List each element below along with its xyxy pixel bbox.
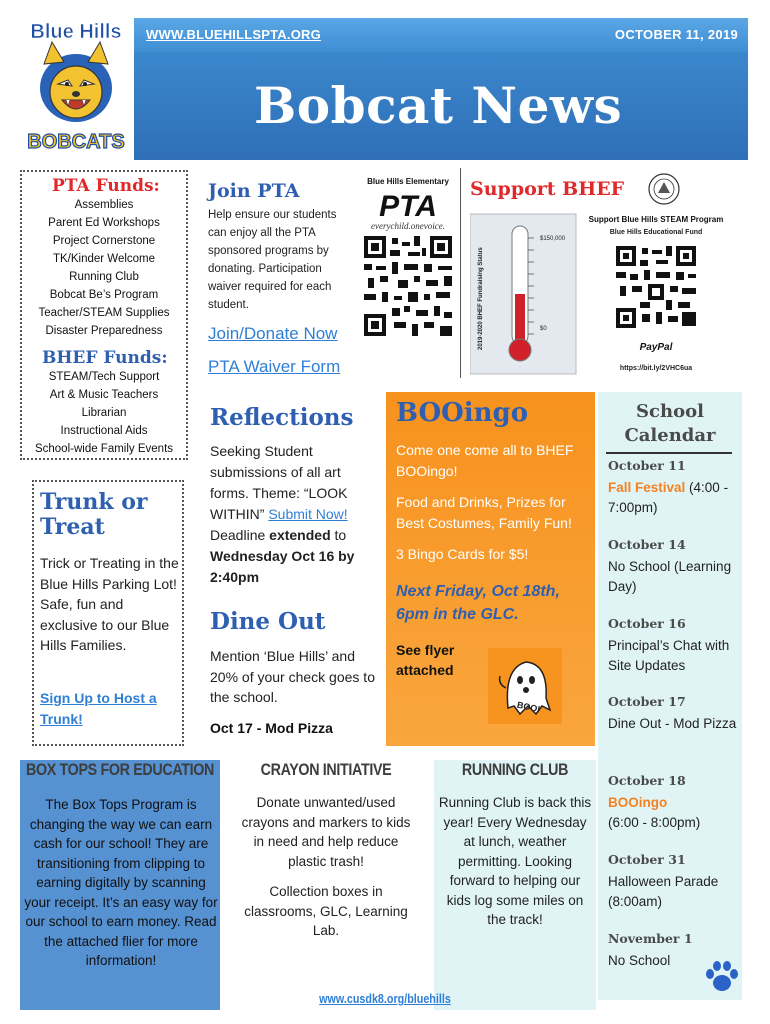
bhef-fundraising-graphic — [470, 210, 745, 382]
calendar-event-text: No School (Learning Day) — [608, 559, 732, 594]
fund-item: Librarian — [81, 407, 127, 419]
calendar-title: School Calendar — [624, 401, 716, 446]
calendar-date: October 11 — [608, 458, 686, 473]
paw-print-icon — [704, 960, 740, 994]
calendar-date: October 16 — [608, 616, 686, 631]
pta-waiver-form-link[interactable]: PTA Waiver Form — [208, 357, 341, 376]
fund-item: School-wide Family Events — [34, 443, 174, 455]
booingo-price: 3 Bingo Cards for $5! — [396, 546, 529, 562]
pta-logo-qr — [356, 172, 460, 342]
pta-school-name: Blue Hills Elementary — [367, 177, 449, 186]
bhef-fund-name: Blue Hills Educational Fund — [609, 229, 703, 236]
calendar-date: October 18 — [608, 773, 686, 788]
calendar-event-text: Halloween Parade (8:00am) — [608, 874, 719, 909]
bhef-funds-heading: BHEF Funds: — [42, 348, 168, 368]
calendar-divider — [606, 452, 732, 454]
ghost-icon — [488, 648, 562, 724]
bhef-qr-code — [616, 246, 696, 328]
booingo-invite: Come one come all to BHEF BOOingo! — [396, 442, 574, 479]
fund-item: Project Cornerstone — [52, 235, 156, 247]
calendar-event-text: Principal’s Chat with Site Updates — [608, 638, 730, 673]
dine-out-text: Mention ‘Blue Hills’ and 20% of your check goes to the school. — [210, 648, 375, 705]
booingo-date: Next Friday, Oct 18th, 6pm in the GLC. — [396, 583, 560, 623]
calendar-date: October 31 — [608, 852, 686, 867]
reflections-text — [210, 441, 380, 588]
pta-logo: PTA — [379, 190, 437, 223]
crayon-donate-text: Donate unwanted/used crayons and markers to kids in need and help reduce plastic trash! — [241, 795, 411, 869]
support-bhef-title: Support BHEF — [470, 178, 625, 200]
bhef-donation-url: https://bit.ly/2VHC6ua — [619, 365, 693, 372]
reflections-deadline: Wednesday Oct 16 by 2:40pm — [210, 548, 355, 585]
website-link[interactable]: WWW.BLUEHILLSPTA.ORG — [146, 27, 321, 42]
newsletter-date: OCTOBER 11, 2019 — [614, 27, 738, 42]
pta-qr-code — [364, 236, 452, 336]
thermometer-base: $0 — [540, 326, 547, 332]
pta-funds-heading: PTA Funds: — [52, 176, 160, 196]
fund-item: Assemblies — [74, 199, 134, 211]
box-tops-text: The Box Tops Program is changing the way we can earn cash for our school! They are transitioning from clipping to earning digitally by scanning your receipt. It’s an easy way for our school to earn money. Read the attached flier for more information! — [24, 797, 218, 968]
thermometer-label: 2019-2020 BHEF Fundraising Status — [478, 247, 484, 350]
reflections-description: Seeking Student submissions of all art forms. Theme: “LOOK WITHIN” — [210, 443, 348, 522]
booingo-title: BOOingo — [396, 398, 529, 428]
fund-item: Running Club — [69, 271, 139, 283]
dine-out-title: Dine Out — [210, 608, 326, 635]
ghost-boo-text: BOO! — [516, 699, 542, 715]
fund-item: STEAM/Tech Support — [48, 371, 160, 383]
paypal-logo: PayPal — [639, 342, 673, 353]
pta-funds-list — [22, 196, 186, 340]
calendar-event-highlight: Fall Festival — [608, 480, 686, 495]
logo-bottom-text: BOBCATS — [27, 131, 125, 153]
crayon-collection-text: Collection boxes in classrooms, GLC, Learning Lab. — [244, 884, 408, 938]
thermometer-fill — [515, 294, 525, 344]
calendar-date: October 14 — [608, 537, 686, 552]
reflections-extended: extended — [269, 527, 331, 543]
reflections-title: Reflections — [210, 404, 354, 431]
calendar-event — [608, 478, 738, 517]
running-club-heading: RUNNING CLUB — [461, 760, 569, 779]
blue-hills-bobcats-logo — [22, 14, 130, 154]
booingo-details: Food and Drinks, Prizes for Best Costumes, Family Fun! — [396, 494, 572, 531]
calendar-date: November 1 — [608, 931, 693, 946]
fund-item: Art & Music Teachers — [49, 389, 159, 401]
bhef-funds-list — [22, 368, 186, 458]
join-pta-text: Help ensure our students can enjoy all the PTA sponsored programs by donating. Participation waiver required for each student. — [208, 209, 337, 311]
calendar-event-highlight: BOOingo — [608, 795, 668, 810]
vertical-divider — [460, 168, 461, 378]
reflections-submit-link[interactable]: Submit Now! — [268, 506, 348, 522]
fund-item: Teacher/STEAM Supplies — [38, 307, 170, 319]
calendar-event — [608, 636, 738, 675]
footer-website-link[interactable]: www.cusdk8.org/bluehills — [319, 992, 451, 1006]
fund-item: Bobcat Be’s Program — [49, 289, 159, 301]
reflections-deadline-label: Deadline — [210, 527, 270, 543]
reflections-to: to — [330, 527, 347, 543]
fund-item: Disaster Preparedness — [45, 325, 163, 337]
booingo-flyer-note: See flyer attached — [396, 642, 455, 678]
box-tops-heading: BOX TOPS FOR EDUCATION — [25, 760, 215, 779]
calendar-event-text: (6:00 - 8:00pm) — [608, 814, 701, 830]
steam-program-title: Support Blue Hills STEAM Program — [588, 215, 724, 224]
dine-out-date: Oct 17 - Mod Pizza — [210, 720, 333, 736]
bhef-seal-icon — [648, 173, 680, 205]
thermometer-goal: $150,000 — [540, 236, 566, 242]
calendar-event — [608, 714, 738, 734]
join-donate-link[interactable]: Join/Donate Now — [208, 324, 338, 343]
calendar-event — [608, 793, 738, 832]
thermometer-bulb — [509, 339, 531, 361]
calendar-event-text: No School — [608, 953, 671, 968]
funds-box — [20, 170, 188, 460]
calendar-event-text: (4:00 - 7:00pm) — [608, 480, 729, 515]
running-club-text: Running Club is back this year! Every Wednesday at lunch, weather permitting. Looking forward to helping our kids log some miles on the track! — [438, 795, 592, 927]
host-trunk-signup-link[interactable]: Sign Up to Host a Trunk! — [40, 690, 157, 727]
trunk-or-treat-text: Trick or Treating in the Blue Hills Parking Lot! Safe, fun and exclusive to our Blue Hills Families. — [40, 555, 179, 654]
calendar-date: October 17 — [608, 694, 686, 709]
calendar-event — [608, 557, 738, 596]
logo-top-text: Blue Hills — [30, 21, 122, 43]
join-pta-title: Join PTA — [208, 180, 300, 202]
fund-item: TK/Kinder Welcome — [52, 253, 156, 265]
trunk-or-treat-title: Trunk or Treat — [40, 489, 148, 540]
pta-tagline: everychild.onevoice. — [371, 221, 445, 231]
fund-item: Parent Ed Workshops — [48, 217, 160, 229]
calendar-event-text: Dine Out - Mod Pizza — [608, 716, 737, 731]
newsletter-title: Bobcat News — [254, 76, 623, 135]
fund-item: Instructional Aids — [60, 425, 148, 437]
calendar-event — [608, 872, 738, 911]
crayon-initiative-heading: CRAYON INITIATIVE — [260, 760, 392, 779]
